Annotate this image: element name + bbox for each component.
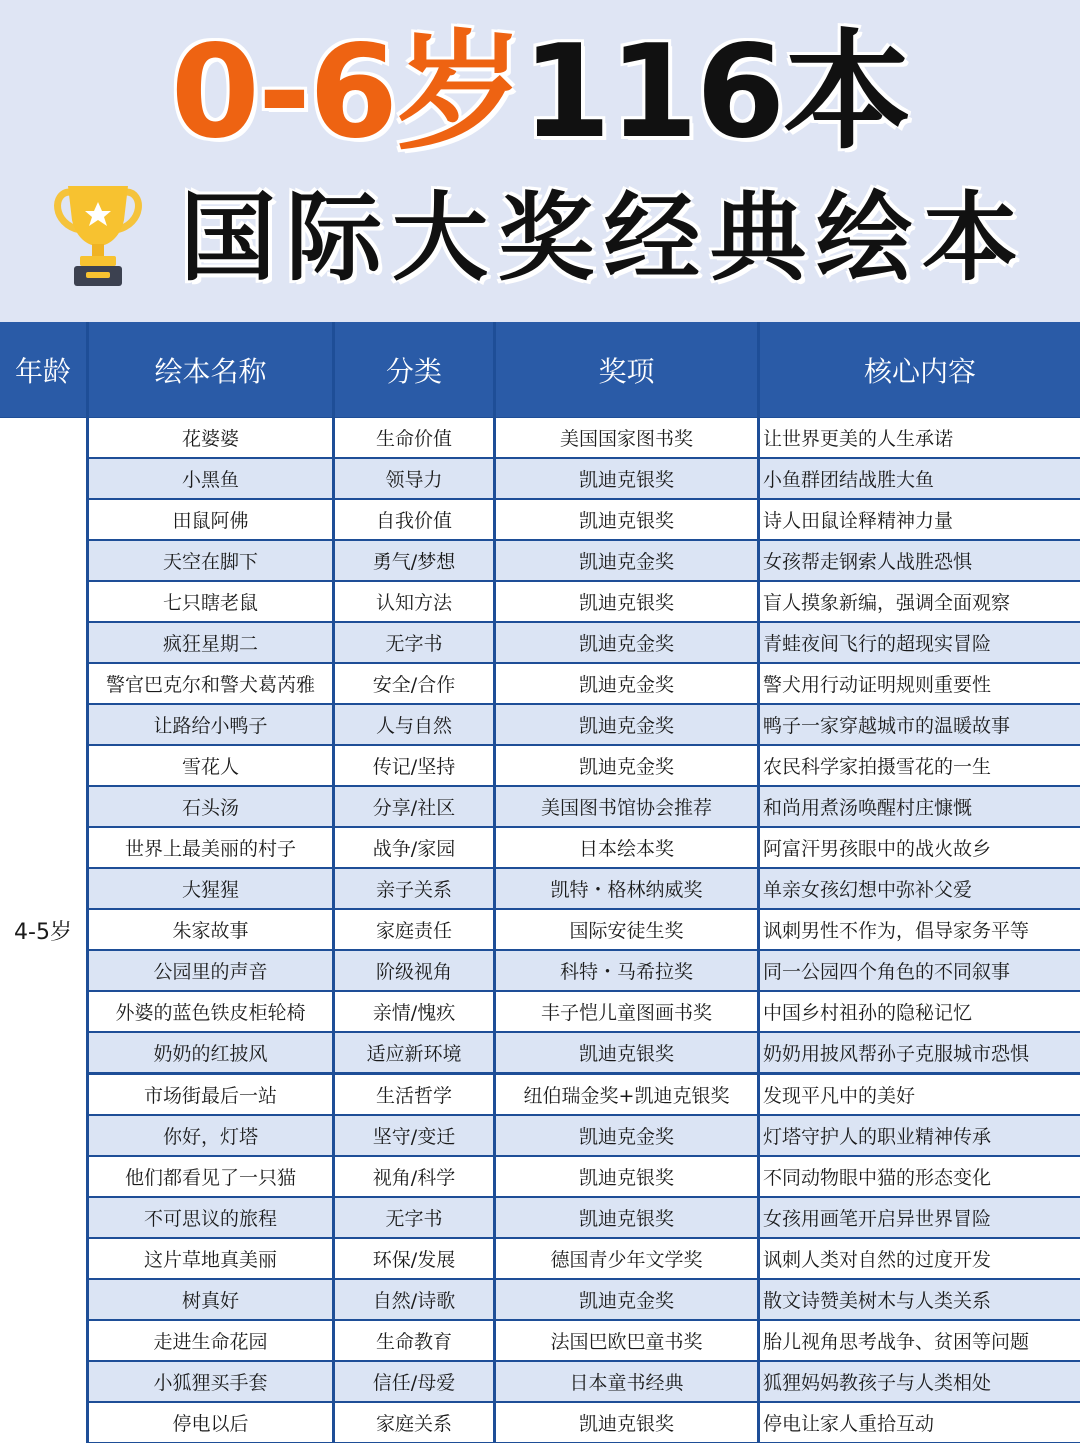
book-name-cell: 天空在脚下	[89, 541, 332, 580]
award-cell: 凯迪克银奖	[496, 1198, 757, 1237]
book-name-cell: 小狐狸买手套	[89, 1362, 332, 1401]
category-cell: 生活哲学	[335, 1075, 493, 1114]
category-cell: 安全/合作	[335, 664, 493, 703]
table-row	[89, 910, 1080, 949]
award-cell: 凯迪克金奖	[496, 623, 757, 662]
book-name-cell: 疯狂星期二	[89, 623, 332, 662]
content-cell: 同一公园四个角色的不同叙事	[760, 951, 1080, 990]
header-core-content: 核心内容	[760, 322, 1080, 417]
table-row	[89, 582, 1080, 621]
content-cell: 让世界更美的人生承诺	[760, 418, 1080, 457]
book-name-cell: 外婆的蓝色铁皮柜轮椅	[89, 992, 332, 1031]
award-cell: 丰子恺儿童图画书奖	[496, 992, 757, 1031]
content-cell: 胎儿视角思考战争、贫困等问题	[760, 1321, 1080, 1360]
content-cell: 女孩帮走钢索人战胜恐惧	[760, 541, 1080, 580]
book-name-cell: 大猩猩	[89, 869, 332, 908]
trophy-icon	[48, 180, 148, 290]
award-cell: 凯迪克金奖	[496, 746, 757, 785]
award-cell: 美国图书馆协会推荐	[496, 787, 757, 826]
award-cell: 凯迪克金奖	[496, 664, 757, 703]
category-cell: 无字书	[335, 1198, 493, 1237]
header-age: 年龄	[0, 322, 86, 417]
table-row	[89, 828, 1080, 867]
book-name-cell: 奶奶的红披风	[89, 1033, 332, 1072]
award-cell: 凯迪克银奖	[496, 1403, 757, 1442]
table-row	[89, 746, 1080, 785]
award-cell: 凯迪克银奖	[496, 1033, 757, 1072]
book-name-cell: 七只瞎老鼠	[89, 582, 332, 621]
award-cell: 凯迪克银奖	[496, 582, 757, 621]
content-cell: 灯塔守护人的职业精神传承	[760, 1116, 1080, 1155]
award-cell: 凯特・格林纳威奖	[496, 869, 757, 908]
award-cell: 美国国家图书奖	[496, 418, 757, 457]
title-age-range: 0-6岁	[170, 18, 523, 167]
table-body	[89, 418, 1080, 1443]
category-cell: 环保/发展	[335, 1239, 493, 1278]
content-cell: 中国乡村祖孙的隐秘记忆	[760, 992, 1080, 1031]
table-row	[89, 1198, 1080, 1237]
book-name-cell: 树真好	[89, 1280, 332, 1319]
content-cell: 发现平凡中的美好	[760, 1075, 1080, 1114]
category-cell: 生命教育	[335, 1321, 493, 1360]
table-row	[89, 951, 1080, 990]
table-row	[89, 1033, 1080, 1072]
category-cell: 无字书	[335, 623, 493, 662]
category-cell: 信任/母爱	[335, 1362, 493, 1401]
main-title	[0, 18, 1080, 168]
title-book-count: 116本	[522, 18, 910, 167]
award-cell: 德国青少年文学奖	[496, 1239, 757, 1278]
content-cell: 警犬用行动证明规则重要性	[760, 664, 1080, 703]
table-row	[89, 664, 1080, 703]
book-name-cell: 朱家故事	[89, 910, 332, 949]
content-cell: 诗人田鼠诠释精神力量	[760, 500, 1080, 539]
book-name-cell: 市场街最后一站	[89, 1075, 332, 1114]
content-cell: 狐狸妈妈教孩子与人类相处	[760, 1362, 1080, 1401]
header-book-name: 绘本名称	[89, 322, 332, 417]
table-row	[89, 992, 1080, 1031]
content-cell: 和尚用煮汤唤醒村庄慷慨	[760, 787, 1080, 826]
content-cell: 停电让家人重拾互动	[760, 1403, 1080, 1442]
content-cell: 盲人摸象新编，强调全面观察	[760, 582, 1080, 621]
category-cell: 领导力	[335, 459, 493, 498]
award-cell: 纽伯瑞金奖+凯迪克银奖	[496, 1075, 757, 1114]
table-row	[89, 1157, 1080, 1196]
header-category: 分类	[335, 322, 493, 417]
content-cell: 讽刺男性不作为，倡导家务平等	[760, 910, 1080, 949]
content-cell: 小鱼群团结战胜大鱼	[760, 459, 1080, 498]
award-cell: 科特・马希拉奖	[496, 951, 757, 990]
category-cell: 坚守/变迁	[335, 1116, 493, 1155]
category-cell: 传记/坚持	[335, 746, 493, 785]
book-name-cell: 世界上最美丽的村子	[89, 828, 332, 867]
age-group-cell: 4-5岁	[0, 418, 86, 1443]
books-table	[0, 322, 1080, 1443]
content-cell: 阿富汗男孩眼中的战火故乡	[760, 828, 1080, 867]
book-name-cell: 田鼠阿佛	[89, 500, 332, 539]
table-row	[89, 1362, 1080, 1401]
award-cell: 日本童书经典	[496, 1362, 757, 1401]
book-name-cell: 公园里的声音	[89, 951, 332, 990]
category-cell: 认知方法	[335, 582, 493, 621]
content-cell: 女孩用画笔开启异世界冒险	[760, 1198, 1080, 1237]
category-cell: 自然/诗歌	[335, 1280, 493, 1319]
book-name-cell: 花婆婆	[89, 418, 332, 457]
book-name-cell: 不可思议的旅程	[89, 1198, 332, 1237]
table-row	[89, 1239, 1080, 1278]
category-cell: 生命价值	[335, 418, 493, 457]
category-cell: 分享/社区	[335, 787, 493, 826]
category-cell: 人与自然	[335, 705, 493, 744]
book-name-cell: 你好，灯塔	[89, 1116, 332, 1155]
award-cell: 凯迪克金奖	[496, 1116, 757, 1155]
content-cell: 奶奶用披风帮孙子克服城市恐惧	[760, 1033, 1080, 1072]
category-cell: 自我价值	[335, 500, 493, 539]
content-cell: 讽刺人类对自然的过度开发	[760, 1239, 1080, 1278]
book-name-cell: 雪花人	[89, 746, 332, 785]
table-row	[89, 623, 1080, 662]
book-name-cell: 停电以后	[89, 1403, 332, 1442]
award-cell: 日本绘本奖	[496, 828, 757, 867]
book-name-cell: 这片草地真美丽	[89, 1239, 332, 1278]
table-row	[89, 705, 1080, 744]
book-name-cell: 他们都看见了一只猫	[89, 1157, 332, 1196]
award-cell: 凯迪克银奖	[496, 500, 757, 539]
content-cell: 散文诗赞美树木与人类关系	[760, 1280, 1080, 1319]
category-cell: 亲情/愧疚	[335, 992, 493, 1031]
book-name-cell: 走进生命花园	[89, 1321, 332, 1360]
table-row	[89, 1116, 1080, 1155]
table-row	[89, 541, 1080, 580]
category-cell: 勇气/梦想	[335, 541, 493, 580]
category-cell: 战争/家园	[335, 828, 493, 867]
book-name-cell: 小黑鱼	[89, 459, 332, 498]
table-header	[0, 322, 1080, 417]
table-row	[89, 500, 1080, 539]
content-cell: 农民科学家拍摄雪花的一生	[760, 746, 1080, 785]
award-cell: 凯迪克金奖	[496, 541, 757, 580]
table-row	[89, 1075, 1080, 1114]
book-name-cell: 警官巴克尔和警犬葛芮雅	[89, 664, 332, 703]
category-cell: 视角/科学	[335, 1157, 493, 1196]
award-cell: 凯迪克金奖	[496, 1280, 757, 1319]
header-banner	[0, 0, 1080, 322]
award-cell: 凯迪克银奖	[496, 1157, 757, 1196]
table-row	[89, 1280, 1080, 1319]
table-row	[89, 1321, 1080, 1360]
award-cell: 凯迪克金奖	[496, 705, 757, 744]
category-cell: 适应新环境	[335, 1033, 493, 1072]
category-cell: 阶级视角	[335, 951, 493, 990]
award-cell: 凯迪克银奖	[496, 459, 757, 498]
content-cell: 单亲女孩幻想中弥补父爱	[760, 869, 1080, 908]
book-name-cell: 让路给小鸭子	[89, 705, 332, 744]
content-cell: 青蛙夜间飞行的超现实冒险	[760, 623, 1080, 662]
content-cell: 不同动物眼中猫的形态变化	[760, 1157, 1080, 1196]
category-cell: 家庭关系	[335, 1403, 493, 1442]
table-row	[89, 418, 1080, 457]
table-row	[89, 787, 1080, 826]
header-award: 奖项	[496, 322, 757, 417]
book-name-cell: 石头汤	[89, 787, 332, 826]
award-cell: 国际安徒生奖	[496, 910, 757, 949]
table-row	[89, 1403, 1080, 1442]
content-cell: 鸭子一家穿越城市的温暖故事	[760, 705, 1080, 744]
category-cell: 亲子关系	[335, 869, 493, 908]
award-cell: 法国巴欧巴童书奖	[496, 1321, 757, 1360]
category-cell: 家庭责任	[335, 910, 493, 949]
subtitle: 国际大奖经典绘本	[180, 182, 1028, 294]
table-row	[89, 869, 1080, 908]
table-row	[89, 459, 1080, 498]
